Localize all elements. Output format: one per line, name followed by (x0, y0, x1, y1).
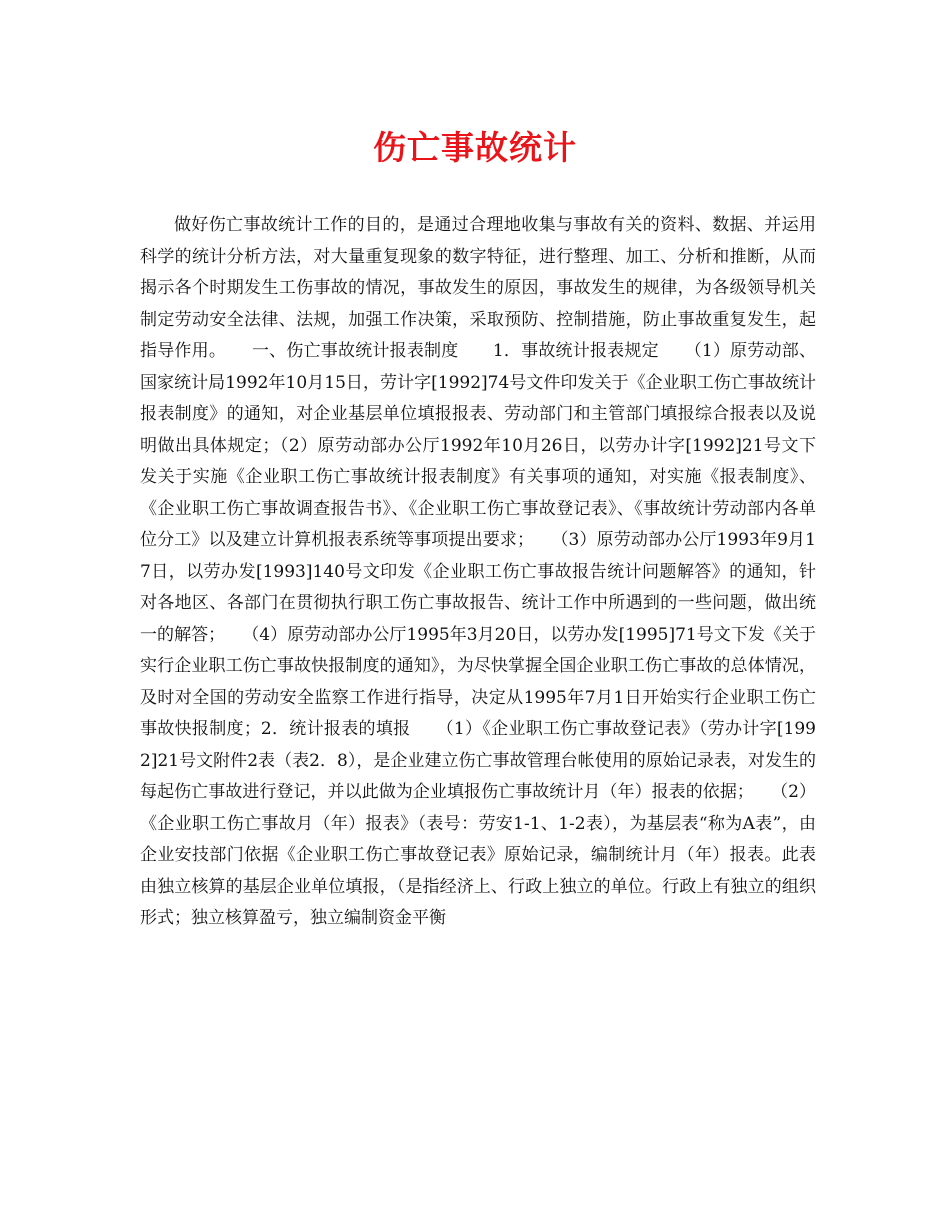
page-title: 伤亡事故统计 (373, 128, 577, 167)
body-paragraph: 做好伤亡事故统计工作的目的，是通过合理地收集与事故有关的资料、数据、并运用科学的统计分析方法，对大量重复现象的数字特征，进行整理、加工、分析和推断，从而揭示各个时期发生工伤事故的情况，事故发生的原因，事故发生的规律，为各级领导机关制定劳动安全法律、法规，加强工作决策，采取预防、控制措施，防止事故重复发生，起指导作用。 一、伤亡事故统计报表制度 1．事故统计报表规定 （1）原劳动部、国家统计局1992年10月15日，劳计字[1992]74号文件印发关于《企业职工伤亡事故统计报表制度》的通知，对企业基层单位填报报表、劳动部门和主管部门填报综合报表以及说明做出具体规定；（2）原劳动部办公厅1992年10月26日，以劳办计字[1992]21号文下发关于实施《企业职工伤亡事故统计报表制度》有关事项的通知，对实施《报表制度》、《企业职工伤亡事故调查报告书》、《企业职工伤亡事故登记表》、《事故统计劳动部内各单位分工》以及建立计算机报表系统等事项提出要求； （3）原劳动部办公厅1993年9月17日，以劳办发[1993]140号文印发《企业职工伤亡事故报告统计问题解答》的通知，针对各地区、各部门在贯彻执行职工伤亡事故报告、统计工作中所遇到的一些问题，做出统一的解答； （4）原劳动部办公厅1995年3月20日，以劳办发[1995]71号文下发《关于实行企业职工伤亡事故快报制度的通知》，为尽快掌握全国企业职工伤亡事故的总体情况，及时对全国的劳动安全监察工作进行指导，决定从1995年7月1日开始实行企业职工伤亡事故快报制度；2．统计报表的填报 （1）《企业职工伤亡事故登记表》（劳办计字[1992]21号文附件2表（表2．8），是企业建立伤亡事故管理台帐使用的原始记录表，对发生的每起伤亡事故进行登记，并以此做为企业填报伤亡事故统计月（年）报表的依据； （2）《企业职工伤亡事故月（年）报表》（表号：劳安1-1、1-2表），为基层表“称为A表”，由企业安技部门依据《企业职工伤亡事故登记表》原始记录，编制统计月（年）报表。此表由独立核算的基层企业单位填报，（是指经济上、行政上独立的单位。行政上有独立的组织形式；独立核算盈亏，独立编制资金平衡 (140, 215, 816, 928)
